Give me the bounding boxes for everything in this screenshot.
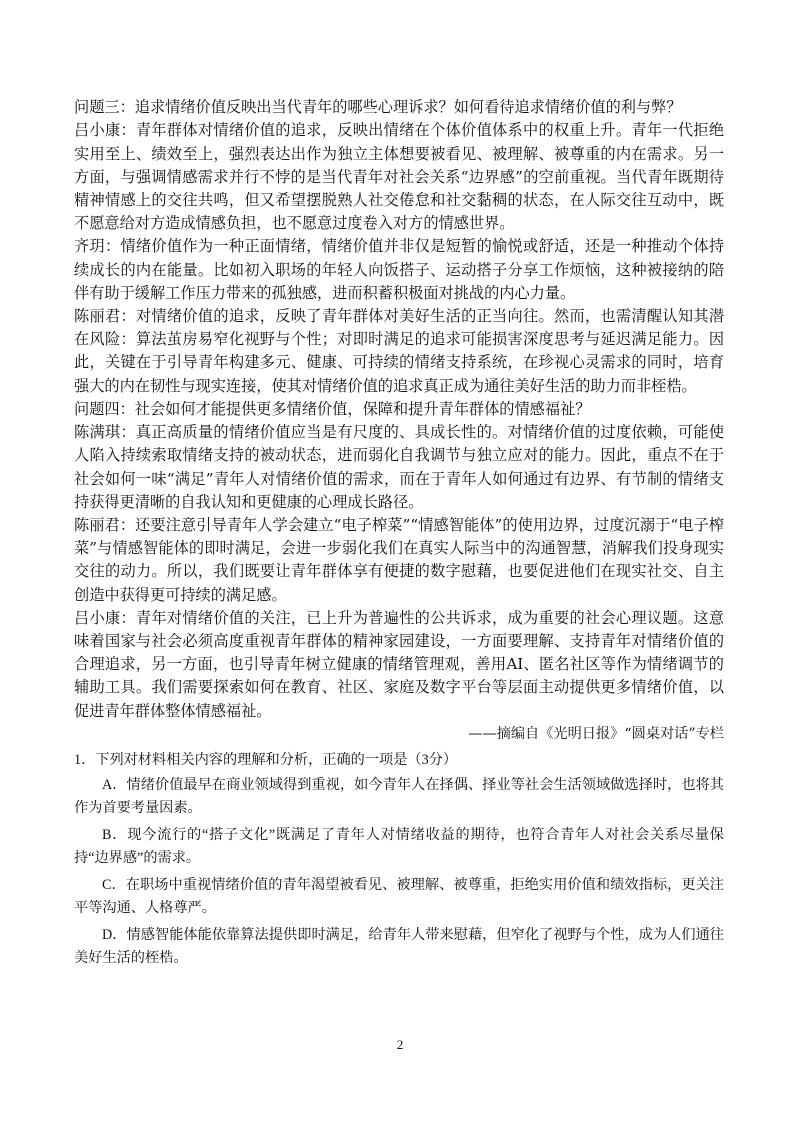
- option-b: B．现今流行的“搭子文化”既满足了青年人对情绪收益的期待，也符合青年人对社会关系尽量保持“边界感”的需求。: [74, 826, 724, 866]
- speech-qi-yue-q3: 齐玥：情绪价值作为一种正面情绪，情绪价值并非仅是短暂的愉悦或舒适，还是一种推动个体持续成长的内在能量。比如初入职场的年轻人向饭搭子、运动搭子分享工作烦恼，这种被接纳的陪伴有助于缓解工作压力带来的孤独感，进而积蓄积极面对挑战的内心力量。: [74, 237, 724, 302]
- option-d: D．情感智能体能依靠算法提供即时满足，给青年人带来慰藉，但窄化了视野与个性，成为人们通往美好生活的桎梏。: [74, 926, 724, 966]
- question-4-heading: 问题四：社会如何才能提供更多情绪价值，保障和提升青年群体的情感福祉？: [74, 399, 591, 418]
- speech-lv-xiaokang-q3: 吕小康：青年群体对情绪价值的追求，反映出情绪在个体价值体系中的权重上升。青年一代拒绝实用至上、绩效至上，强烈表达出作为独立主体想要被看见、被理解、被尊重的内在需求。另一方面，与强调情感需求并行不悖的是当代青年对社会关系“边界感”的空前重视。当代青年既期待精神情感上的交往共鸣，但又希望摆脱熟人社交倦怠和社交黏稠的状态，在人际交往互动中，既不愿意给对方造成情感负担，也不愿意过度卷入对方的情感世界。: [74, 121, 724, 233]
- option-a: A．情绪价值最早在商业领域得到重视，如今青年人在择偶、择业等社会生活领域做选择时，也将其作为首要考量因素。: [74, 776, 724, 816]
- page-content: [74, 96, 724, 974]
- question-3-heading: 问题三：追求情绪价值反映出当代青年的哪些心理诉求？如何看待追求情绪价值的利与弊？: [74, 98, 682, 116]
- speech-chen-lijun-q3: 陈丽君：对情绪价值的追求，反映了青年群体对美好生活的正当向往。然而，也需清醒认知其潜在风险：算法茧房易窄化视野与个性；对即时满足的追求可能损害深度思考与延迟满足能力。因此，关键在于引导青年构建多元、健康、可持续的情绪支持系统，在珍视心灵需求的同时，培育强大的内在韧性与现实连接，使其对情绪价值的追求真正成为通往美好生活的助力而非桎梏。: [74, 307, 724, 395]
- speech-lv-xiaokang-q4: 吕小康：青年对情绪价值的关注，已上升为普遍性的公共诉求，成为重要的社会心理议题。这意味着国家与社会必须高度重视青年群体的精神家园建设，一方面要理解、支持青年对情绪价值的合理追求，另一方面，也引导青年树立健康的情绪管理观，善用AI、匿名社区等作为情绪调节的辅助工具。我们需要探索如何在教育、社区、家庭及数字平台等层面主动提供更多情绪价值，以促进青年群体整体情感福祉。: [74, 608, 724, 720]
- option-c: C．在职场中重视情绪价值的青年渴望被看见、被理解、被尊重，拒绝实用价值和绩效指标，更关注平等沟通、人格尊严。: [74, 876, 724, 916]
- speech-chen-manqi-q4: 陈满琪：真正高质量的情绪价值应当是有尺度的、具成长性的。对情绪价值的过度依赖，可能使人陷入持续索取情绪支持的被动状态，进而弱化自我调节与独立应对的能力。因此，重点不在于社会如何一味“满足”青年人对情绪价值的需求，而在于青年人如何通过有边界、有节制的情绪支持获得更清晰的自我认知和更健康的心理成长路径。: [74, 423, 724, 511]
- page-number: 2: [396, 1037, 404, 1052]
- source-attribution: ——摘编自《光明日报》“圆桌对话”专栏: [468, 725, 724, 742]
- question-1-stem: 1．下列对材料相关内容的理解和分析，正确的一项是（3分）: [74, 751, 458, 768]
- speech-chen-lijun-q4: 陈丽君：还要注意引导青年人学会建立“电子榨菜”“情感智能体”的使用边界，过度沉溺于“电子榨菜”与情感智能体的即时满足，会进一步弱化我们在真实人际当中的沟通智慧，消解我们投身现实交往的动力。所以，我们既要让青年群体享有便捷的数字慰藉，也要促进他们在现实社交、自主创造中获得更可持续的满足感。: [74, 516, 724, 604]
